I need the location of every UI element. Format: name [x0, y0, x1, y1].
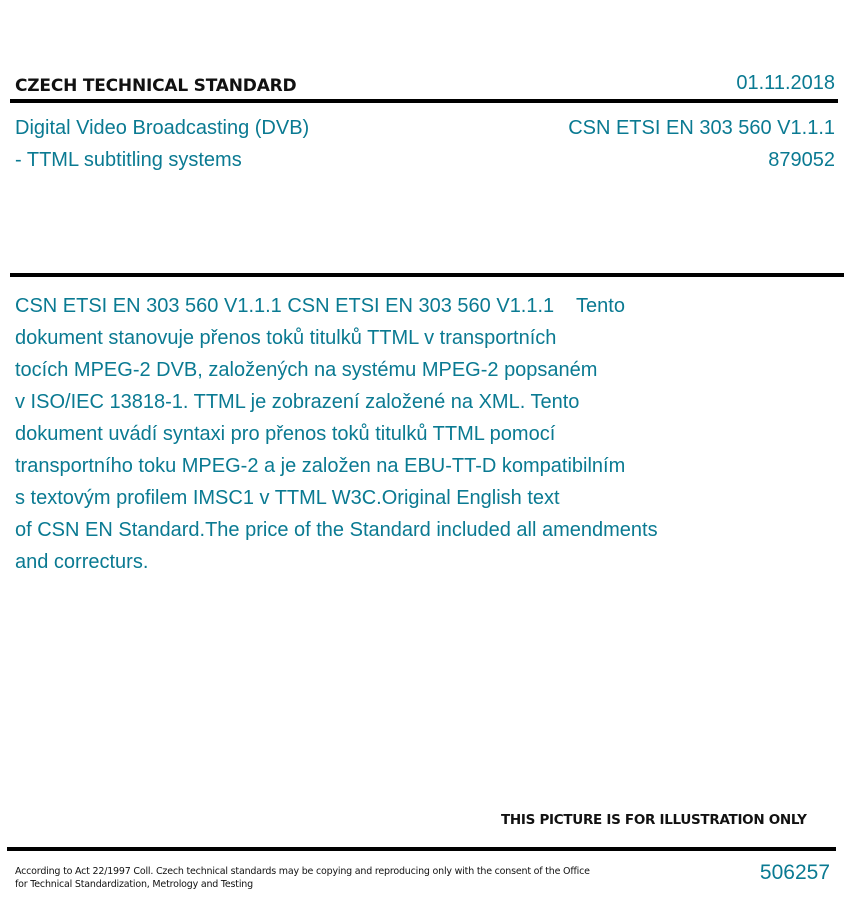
title-divider [10, 273, 844, 277]
description-line: and correcturs. [15, 551, 149, 573]
description-line: transportního toku MPEG-2 a je založen na EBU-TT-D kompatibilním [15, 455, 626, 477]
description-line: of CSN EN Standard.The price of the Standard included all amendments [15, 519, 658, 541]
standard-type-label: CZECH TECHNICAL STANDARD [15, 76, 297, 96]
legal-notice [15, 865, 590, 891]
document-number: 506257 [759, 861, 830, 884]
description-line: dokument uvádí syntaxi pro přenos toků titulků TTML pomocí [15, 423, 556, 445]
standard-title-line-1: Digital Video Broadcasting (DVB) [15, 117, 310, 139]
description-line: v ISO/IEC 13818-1. TTML je zobrazení založené na XML. Tento [15, 391, 580, 413]
header-divider [10, 99, 838, 103]
standard-description [15, 290, 715, 578]
description-line: dokument stanovuje přenos toků titulků TTML v transportních [15, 327, 557, 349]
legal-notice-line-1: According to Act 22/1997 Coll. Czech technical standards may be copying and reproducing only with the consent of the Office [15, 866, 590, 877]
publication-date: 01.11.2018 [736, 72, 835, 94]
description-line: s textovým profilem IMSC1 v TTML W3C.Original English text [15, 487, 560, 509]
standard-title-line-2: - TTML subtitling systems [15, 149, 242, 171]
footer-divider [7, 847, 836, 851]
catalog-number: 879052 [768, 149, 835, 171]
legal-notice-line-2: for Technical Standardization, Metrology and Testing [15, 879, 253, 890]
illustration-disclaimer: THIS PICTURE IS FOR ILLUSTRATION ONLY [501, 812, 807, 828]
description-line: tocích MPEG-2 DVB, založených na systému MPEG-2 popsaném [15, 359, 598, 381]
standard-code: CSN ETSI EN 303 560 V1.1.1 [568, 117, 835, 139]
description-line: CSN ETSI EN 303 560 V1.1.1 CSN ETSI EN 303 560 V1.1.1 Tento [15, 295, 625, 317]
